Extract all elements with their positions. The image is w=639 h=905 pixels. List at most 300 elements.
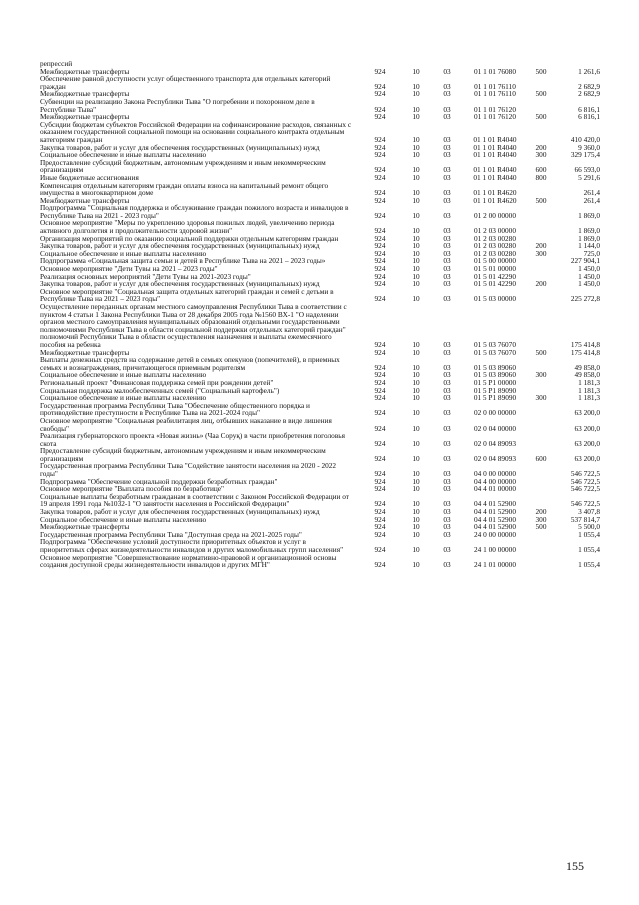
row-subsection-code: 03	[443, 377, 451, 387]
row-name: Социальное обеспечение и иные выплаты населению	[40, 393, 207, 403]
row-subsection-code: 03	[443, 89, 451, 99]
table-row	[40, 204, 600, 219]
row-name: Государственная программа Республики Тыва "Доступная среда на 2021-2025 годы"	[40, 529, 302, 539]
row-section-code: 10	[412, 560, 420, 570]
row-section-code: 10	[412, 188, 420, 198]
row-section-code: 10	[412, 522, 420, 532]
row-amount: 63 200,0	[574, 438, 600, 448]
row-expense-type-code	[526, 402, 556, 417]
row-name: Социальная поддержка малообеспеченных семей ("Социальный картофель")	[40, 385, 280, 395]
row-expense-type-code	[526, 121, 556, 144]
row-name: Социальное обеспечение и иные выплаты населению	[40, 150, 207, 160]
row-name: Закупка товаров, работ и услуг для обеспечения государственных (муниципальных) нужд	[40, 142, 320, 152]
row-target-article-code: 01 2 03 00280	[474, 248, 516, 258]
row-name: Межбюджетные трансферты	[40, 195, 130, 205]
row-ministry-code: 924	[374, 188, 386, 198]
table-row	[40, 538, 600, 553]
row-subsection-code: 03	[443, 195, 451, 205]
table-row	[40, 554, 600, 569]
row-subsection-code: 03	[443, 165, 451, 175]
row-amount: 227 904,1	[570, 256, 600, 266]
row-amount: 1 450,0	[578, 279, 600, 289]
row-name: Предоставление субсидий бюджетным, автономным учреждениям и иным некоммерческим организациям	[40, 157, 326, 175]
table-row	[40, 432, 600, 447]
row-name: Основное мероприятие "Социальная защита отдельных категорий граждан и семей с детьми в Республике Тыва на 2021 – 2023 годы"	[40, 286, 334, 304]
row-expense-type-code: 300	[535, 370, 547, 380]
row-target-article-code: 01 5 P1 89090	[473, 393, 517, 403]
row-ministry-code: 924	[374, 241, 386, 251]
row-expense-type-code	[526, 432, 556, 447]
row-amount: 1 450,0	[578, 264, 600, 274]
row-section-code: 10	[412, 453, 420, 463]
row-ministry-code: 924	[374, 226, 386, 236]
row-ministry-code: 924	[374, 66, 386, 76]
row-target-article-code: 01 1 01 R4040	[473, 142, 517, 152]
row-name: Подпрограмма "Обеспечение условий доступности приоритетных объектов и услуг в приоритетных сферах жизнедеятельности инвалидов и других маломобильных групп населения"	[40, 537, 344, 554]
row-amount: 6 816,1	[578, 112, 600, 122]
row-target-article-code: 01 1 01 76120	[474, 112, 516, 122]
table-row	[40, 98, 600, 113]
row-section-code: 10	[412, 294, 420, 304]
row-amount: 537 814,7	[570, 514, 600, 524]
row-expense-type-code: 500	[535, 347, 547, 357]
row-section-code: 10	[412, 271, 420, 281]
row-subsection-code: 03	[443, 408, 451, 418]
row-name: Субвенции на реализацию Закона Республики Тыва "О погребении и похоронном деле в Республике Тыва"	[40, 96, 315, 114]
row-name: Осуществление переданных органам местного самоуправления Республики Тыва в соответствии с пунктом 4 статьи 1 Закона Республики Тыва от 28 декабря 2005 года №1560 ВХ-1 "О наделении органов местного самоуправления муниципальных образований отдельными государственными полномочиями Республики Тыва в области социальной поддержки отдельных категорий граждан" полномочий Республики Тыва в области осуществления назначения и выплаты ежемесячного пособия на ребенка	[40, 302, 347, 349]
row-target-article-code: 01 1 01 R4040	[473, 150, 517, 160]
row-section-code: 10	[412, 112, 420, 122]
row-ministry-code: 924	[374, 423, 386, 433]
row-expense-type-code	[526, 554, 556, 569]
row-ministry-code: 924	[374, 560, 386, 570]
row-subsection-code: 03	[443, 279, 451, 289]
row-expense-type-code	[526, 182, 556, 197]
row-section-code: 10	[412, 256, 420, 266]
row-section-code: 10	[412, 476, 420, 486]
row-name: Закупка товаров, работ и услуг для обеспечения государственных (муниципальных) нужд	[40, 279, 320, 289]
row-expense-type-code	[526, 356, 556, 371]
row-expense-type-code: 300	[535, 514, 547, 524]
row-amount: 1 261,6	[578, 66, 600, 76]
row-amount: 1 055,4	[578, 529, 600, 539]
row-ministry-code: 924	[374, 522, 386, 532]
page-number: 155	[566, 859, 584, 873]
row-ministry-code: 924	[374, 142, 386, 152]
row-target-article-code: 04 0 00 00000	[474, 469, 516, 479]
row-subsection-code: 03	[443, 241, 451, 251]
row-subsection-code: 03	[443, 507, 451, 517]
row-target-article-code: 04 4 01 52900	[474, 514, 516, 524]
row-ministry-code: 924	[374, 484, 386, 494]
row-ministry-code: 924	[374, 362, 386, 372]
row-ministry-code: 924	[374, 545, 386, 554]
row-name: Социальное обеспечение и иные выплаты населению	[40, 248, 207, 258]
row-section-code: 10	[412, 484, 420, 494]
row-target-article-code: 24 0 00 00000	[474, 529, 516, 539]
row-ministry-code: 924	[374, 233, 386, 243]
row-name: Организация мероприятий по оказанию социальной поддержки отдельным категориям граждан	[40, 233, 339, 243]
row-subsection-code: 03	[443, 393, 451, 403]
row-section-code: 10	[412, 134, 420, 144]
table-row	[40, 219, 600, 234]
row-target-article-code: 01 5 01 00000	[474, 264, 516, 274]
row-subsection-code: 03	[443, 142, 451, 152]
row-subsection-code: 03	[443, 423, 451, 433]
row-section-code: 10	[412, 339, 420, 349]
row-subsection-code: 03	[443, 210, 451, 220]
row-section-code: 10	[412, 499, 420, 509]
row-name: Предоставление субсидий бюджетным, автономным учреждениям и иным некоммерческим организациям	[40, 446, 326, 463]
row-ministry-code: 924	[374, 476, 386, 486]
row-name: Государственная программа Республики Тыва "Содействие занятости населения на 2020 - 2022 годы"	[40, 461, 337, 479]
row-section-code: 10	[412, 507, 420, 517]
row-expense-type-code	[526, 75, 556, 90]
row-target-article-code: 24 1 01 00000	[474, 560, 516, 570]
row-ministry-code: 924	[374, 347, 386, 357]
row-section-code: 10	[412, 248, 420, 258]
row-section-code: 10	[412, 347, 420, 357]
row-subsection-code: 03	[443, 385, 451, 395]
row-name: Реализация основных мероприятий "Дети Тувы на 2021-2023 годы"	[40, 271, 251, 281]
row-ministry-code: 924	[374, 507, 386, 517]
row-name: Государственная программа Республики Тыва "Обеспечение общественного порядка и противодействие преступности в Республике Тыва на 2021-2024 годы"	[40, 400, 310, 418]
row-amount: 329 175,4	[570, 150, 600, 160]
row-expense-type-code	[526, 204, 556, 219]
row-name: Реализация губернаторского проекта «Новая жизнь» (Чаа Соруқ) в части приобретения поголовья скота	[40, 431, 345, 448]
row-expense-type-code: 200	[535, 142, 547, 152]
row-name: репрессий	[40, 59, 73, 68]
row-section-code: 10	[412, 264, 420, 274]
row-section-code: 10	[412, 104, 420, 114]
row-expense-type-code	[526, 265, 556, 273]
row-section-code: 10	[412, 165, 420, 175]
row-ministry-code: 924	[374, 150, 386, 160]
row-section-code: 10	[412, 89, 420, 99]
row-section-code: 10	[412, 81, 420, 91]
row-subsection-code: 03	[443, 81, 451, 91]
row-amount: 725,0	[583, 248, 600, 258]
row-amount: 546 722,5	[570, 469, 600, 479]
row-expense-type-code: 600	[535, 453, 547, 463]
row-amount: 175 414,8	[570, 347, 600, 357]
row-section-code: 10	[412, 226, 420, 236]
table-row	[40, 493, 600, 508]
row-section-code: 10	[412, 438, 420, 448]
row-target-article-code: 01 1 01 R4620	[473, 188, 517, 198]
row-subsection-code: 03	[443, 264, 451, 274]
row-name: Компенсация отдельным категориям граждан оплаты взноса на капитальный ремонт общего имущества в многоквартирном доме	[40, 180, 329, 198]
row-name: Иные бюджетные ассигнования	[40, 172, 139, 182]
row-section-code: 10	[412, 210, 420, 220]
row-ministry-code: 924	[374, 408, 386, 418]
row-subsection-code: 03	[443, 226, 451, 236]
table-body	[40, 60, 600, 569]
row-target-article-code: 01 5 03 89060	[474, 362, 516, 372]
row-expense-type-code: 500	[535, 522, 547, 532]
row-subsection-code: 03	[443, 484, 451, 494]
row-section-code: 10	[412, 241, 420, 251]
row-amount: 1 869,0	[578, 210, 600, 220]
row-ministry-code: 924	[374, 529, 386, 539]
row-ministry-code: 924	[374, 453, 386, 463]
row-section-code: 10	[412, 377, 420, 387]
row-section-code: 10	[412, 529, 420, 539]
row-target-article-code: 01 5 03 00000	[474, 294, 516, 304]
row-section-code: 10	[412, 195, 420, 205]
row-target-article-code: 24 1 00 00000	[474, 545, 516, 554]
row-name: Подпрограмма "Социальная поддержка и обслуживание граждан пожилого возраста и инвалидов в Республике Тыва на 2021 - 2023 годы"	[40, 203, 349, 220]
row-expense-type-code: 200	[535, 241, 547, 251]
row-name: Обеспечение равной доступности услуг общественного транспорта для отдельных категорий граждан	[40, 74, 331, 91]
row-subsection-code: 03	[443, 545, 451, 554]
table-row	[40, 462, 600, 477]
row-subsection-code: 03	[443, 438, 451, 448]
row-name: Межбюджетные трансферты	[40, 347, 130, 357]
row-amount: 546 722,5	[570, 499, 600, 509]
row-section-code: 10	[412, 385, 420, 395]
row-target-article-code: 02 0 04 00000	[474, 423, 516, 433]
table-row	[40, 75, 600, 90]
row-amount: 1 181,3	[578, 385, 600, 395]
row-expense-type-code	[526, 303, 556, 349]
row-section-code: 10	[412, 142, 420, 152]
row-ministry-code: 924	[374, 256, 386, 266]
row-section-code: 10	[412, 150, 420, 160]
row-subsection-code: 03	[443, 112, 451, 122]
row-ministry-code: 924	[374, 294, 386, 304]
row-name: Основное мероприятие "Выплата пособия по безработице"	[40, 484, 225, 494]
row-expense-type-code	[526, 98, 556, 113]
row-amount: 63 200,0	[574, 408, 600, 418]
row-ministry-code: 924	[374, 112, 386, 122]
row-target-article-code: 01 5 P1 89090	[473, 385, 517, 395]
row-amount: 1 181,3	[578, 393, 600, 403]
row-ministry-code: 924	[374, 195, 386, 205]
row-amount: 66 593,0	[574, 165, 600, 175]
row-target-article-code: 01 5 P1 00000	[473, 377, 517, 387]
row-amount: 1 869,0	[578, 226, 600, 236]
row-expense-type-code	[526, 417, 556, 432]
row-amount: 1 055,4	[578, 560, 600, 570]
row-target-article-code: 02 0 04 89093	[474, 438, 516, 448]
row-target-article-code: 01 5 03 89060	[474, 370, 516, 380]
row-target-article-code: 01 5 01 42290	[474, 271, 516, 281]
row-amount: 49 858,0	[574, 362, 600, 372]
table-row	[40, 121, 600, 144]
row-subsection-code: 03	[443, 172, 451, 182]
row-amount: 1 181,3	[578, 377, 600, 387]
row-subsection-code: 03	[443, 529, 451, 539]
row-ministry-code: 924	[374, 172, 386, 182]
row-amount: 9 360,0	[578, 142, 600, 152]
row-ministry-code: 924	[374, 393, 386, 403]
row-subsection-code: 03	[443, 233, 451, 243]
row-expense-type-code	[526, 219, 556, 234]
row-section-code: 10	[412, 469, 420, 479]
row-section-code: 10	[412, 172, 420, 182]
row-section-code: 10	[412, 362, 420, 372]
row-amount: 225 272,8	[570, 294, 600, 304]
row-target-article-code: 01 1 01 76120	[474, 104, 516, 114]
row-amount: 63 200,0	[574, 423, 600, 433]
row-amount: 1 450,0	[578, 271, 600, 281]
row-amount: 49 858,0	[574, 370, 600, 380]
row-subsection-code: 03	[443, 248, 451, 258]
row-amount: 546 722,5	[570, 476, 600, 486]
row-section-code: 10	[412, 279, 420, 289]
table-row	[40, 182, 600, 197]
row-expense-type-code: 500	[535, 195, 547, 205]
row-expense-type-code	[526, 478, 556, 486]
row-amount: 410 420,0	[570, 134, 600, 144]
table-row	[40, 159, 600, 174]
row-name: Межбюджетные трансферты	[40, 522, 130, 532]
row-ministry-code: 924	[374, 104, 386, 114]
row-expense-type-code: 800	[535, 172, 547, 182]
row-name: Основное мероприятие "Социальная реабилитация лиц, отбывших наказание в виде лишения свободы"	[40, 415, 332, 433]
row-expense-type-code: 600	[535, 165, 547, 175]
row-ministry-code: 924	[374, 248, 386, 258]
row-name: Основное мероприятие "Совершенствование нормативно-правовой и организационной основы создания доступной среды жизнедеятельности инвалидов и других МГН"	[40, 552, 337, 570]
row-target-article-code: 01 1 01 R4040	[473, 165, 517, 175]
row-subsection-code: 03	[443, 271, 451, 281]
row-subsection-code: 03	[443, 514, 451, 524]
row-subsection-code: 03	[443, 560, 451, 570]
row-target-article-code: 04 4 01 00000	[474, 484, 516, 494]
row-target-article-code: 01 1 01 R4620	[473, 195, 517, 205]
row-subsection-code: 03	[443, 453, 451, 463]
row-section-code: 10	[412, 545, 420, 554]
row-target-article-code: 01 1 01 76080	[474, 66, 516, 76]
row-target-article-code: 04 4 01 52900	[474, 499, 516, 509]
row-name: Межбюджетные трансферты	[40, 66, 130, 76]
row-name: Социальные выплаты безработным гражданам в соответствии с Законом Российской Федерации от 19 апреля 1991 года №1032-1 "О занятости населения в Российской Федерации"	[40, 491, 349, 509]
row-target-article-code: 01 5 01 42290	[474, 279, 516, 289]
row-expense-type-code: 500	[535, 89, 547, 99]
row-section-code: 10	[412, 423, 420, 433]
row-name: Социальное обеспечение и иные выплаты населению	[40, 514, 207, 524]
row-ministry-code: 924	[374, 89, 386, 99]
table-row	[40, 417, 600, 432]
row-target-article-code: 01 1 01 76110	[474, 81, 516, 91]
row-expense-type-code: 300	[535, 150, 547, 160]
row-subsection-code: 03	[443, 104, 451, 114]
row-ministry-code: 924	[374, 370, 386, 380]
row-expense-type-code	[526, 538, 556, 553]
row-target-article-code: 01 5 03 76070	[474, 347, 516, 357]
row-subsection-code: 03	[443, 339, 451, 349]
row-target-article-code: 01 1 01 R4040	[473, 134, 517, 144]
row-subsection-code: 03	[443, 522, 451, 532]
row-subsection-code: 03	[443, 476, 451, 486]
budget-table	[40, 60, 600, 569]
row-name: Закупка товаров, работ и услуг для обеспечения государственных (муниципальных) нужд	[40, 507, 320, 517]
row-name: Межбюджетные трансферты	[40, 112, 130, 122]
row-target-article-code: 04 4 00 00000	[474, 476, 516, 486]
row-ministry-code: 924	[374, 134, 386, 144]
row-expense-type-code	[526, 288, 556, 303]
row-expense-type-code	[526, 531, 556, 539]
row-amount: 175 414,8	[570, 339, 600, 349]
table-row	[40, 303, 600, 349]
row-amount: 1 055,4	[578, 545, 600, 554]
row-name: Закупка товаров, работ и услуг для обеспечения государственных (муниципальных) нужд	[40, 241, 320, 251]
row-name: Субсидии бюджетам субъектов Российской Федерации на софинансирование расходов, связанных с оказанием государственной социальной помощи на основании социального контракта отдельным категориям граждан	[40, 119, 352, 144]
row-target-article-code: 01 2 03 00280	[474, 241, 516, 251]
row-subsection-code: 03	[443, 66, 451, 76]
row-subsection-code: 03	[443, 347, 451, 357]
row-name: Основное мероприятие "Меры по укреплению здоровья пожилых людей, увеличению периода активного долголетия и продолжительности здоровой жизни"	[40, 218, 335, 236]
row-ministry-code: 924	[374, 264, 386, 274]
row-amount: 63 200,0	[574, 453, 600, 463]
row-target-article-code: 01 5 00 00000	[474, 256, 516, 266]
row-subsection-code: 03	[443, 499, 451, 509]
row-ministry-code: 924	[374, 514, 386, 524]
row-subsection-code: 03	[443, 188, 451, 198]
row-subsection-code: 03	[443, 294, 451, 304]
row-name: Основное мероприятие "Дети Тувы на 2021 – 2023 годы"	[40, 264, 218, 274]
row-subsection-code: 03	[443, 134, 451, 144]
row-expense-type-code	[526, 485, 556, 493]
table-row	[40, 356, 600, 371]
row-expense-type-code: 300	[535, 393, 547, 403]
table-row	[40, 447, 600, 462]
row-ministry-code: 924	[374, 339, 386, 349]
row-amount: 261,4	[583, 188, 600, 198]
row-amount: 5 500,0	[578, 522, 600, 532]
row-ministry-code: 924	[374, 271, 386, 281]
row-expense-type-code: 200	[535, 507, 547, 517]
row-ministry-code: 924	[374, 385, 386, 395]
row-amount: 1 869,0	[578, 233, 600, 243]
row-amount: 5 291,6	[578, 172, 600, 182]
row-ministry-code: 924	[374, 81, 386, 91]
row-amount: 3 407,8	[578, 507, 600, 517]
row-name: Подпрограмма «Социальная защита семьи и детей в Республике Тыва на 2021 – 2023 годы»	[40, 256, 326, 266]
row-target-article-code: 01 2 03 00280	[474, 233, 516, 243]
row-target-article-code: 01 5 03 76070	[474, 339, 516, 349]
row-section-code: 10	[412, 514, 420, 524]
row-expense-type-code	[526, 462, 556, 477]
row-section-code: 10	[412, 408, 420, 418]
row-subsection-code: 03	[443, 150, 451, 160]
row-subsection-code: 03	[443, 362, 451, 372]
row-section-code: 10	[412, 393, 420, 403]
row-target-article-code: 01 1 01 R4040	[473, 172, 517, 182]
row-subsection-code: 03	[443, 370, 451, 380]
row-target-article-code: 04 4 01 52900	[474, 522, 516, 532]
row-ministry-code: 924	[374, 438, 386, 448]
row-expense-type-code: 500	[535, 112, 547, 122]
row-name: Подпрограмма "Обеспечение социальной поддержки безработных граждан"	[40, 476, 278, 486]
row-ministry-code: 924	[374, 469, 386, 479]
row-subsection-code: 03	[443, 469, 451, 479]
row-target-article-code: 01 2 00 00000	[474, 210, 516, 220]
row-ministry-code: 924	[374, 165, 386, 175]
row-amount: 1 144,0	[578, 241, 600, 251]
row-ministry-code: 924	[374, 279, 386, 289]
row-ministry-code: 924	[374, 210, 386, 220]
row-amount: 546 722,5	[570, 484, 600, 494]
row-name: Региональный проект "Финансовая поддержка семей при рождении детей"	[40, 377, 274, 387]
row-subsection-code: 03	[443, 256, 451, 266]
row-expense-type-code: 500	[535, 66, 547, 76]
row-target-article-code: 04 4 01 52900	[474, 507, 516, 517]
row-expense-type-code	[526, 493, 556, 508]
row-expense-type-code	[526, 257, 556, 265]
row-expense-type-code: 300	[535, 248, 547, 258]
